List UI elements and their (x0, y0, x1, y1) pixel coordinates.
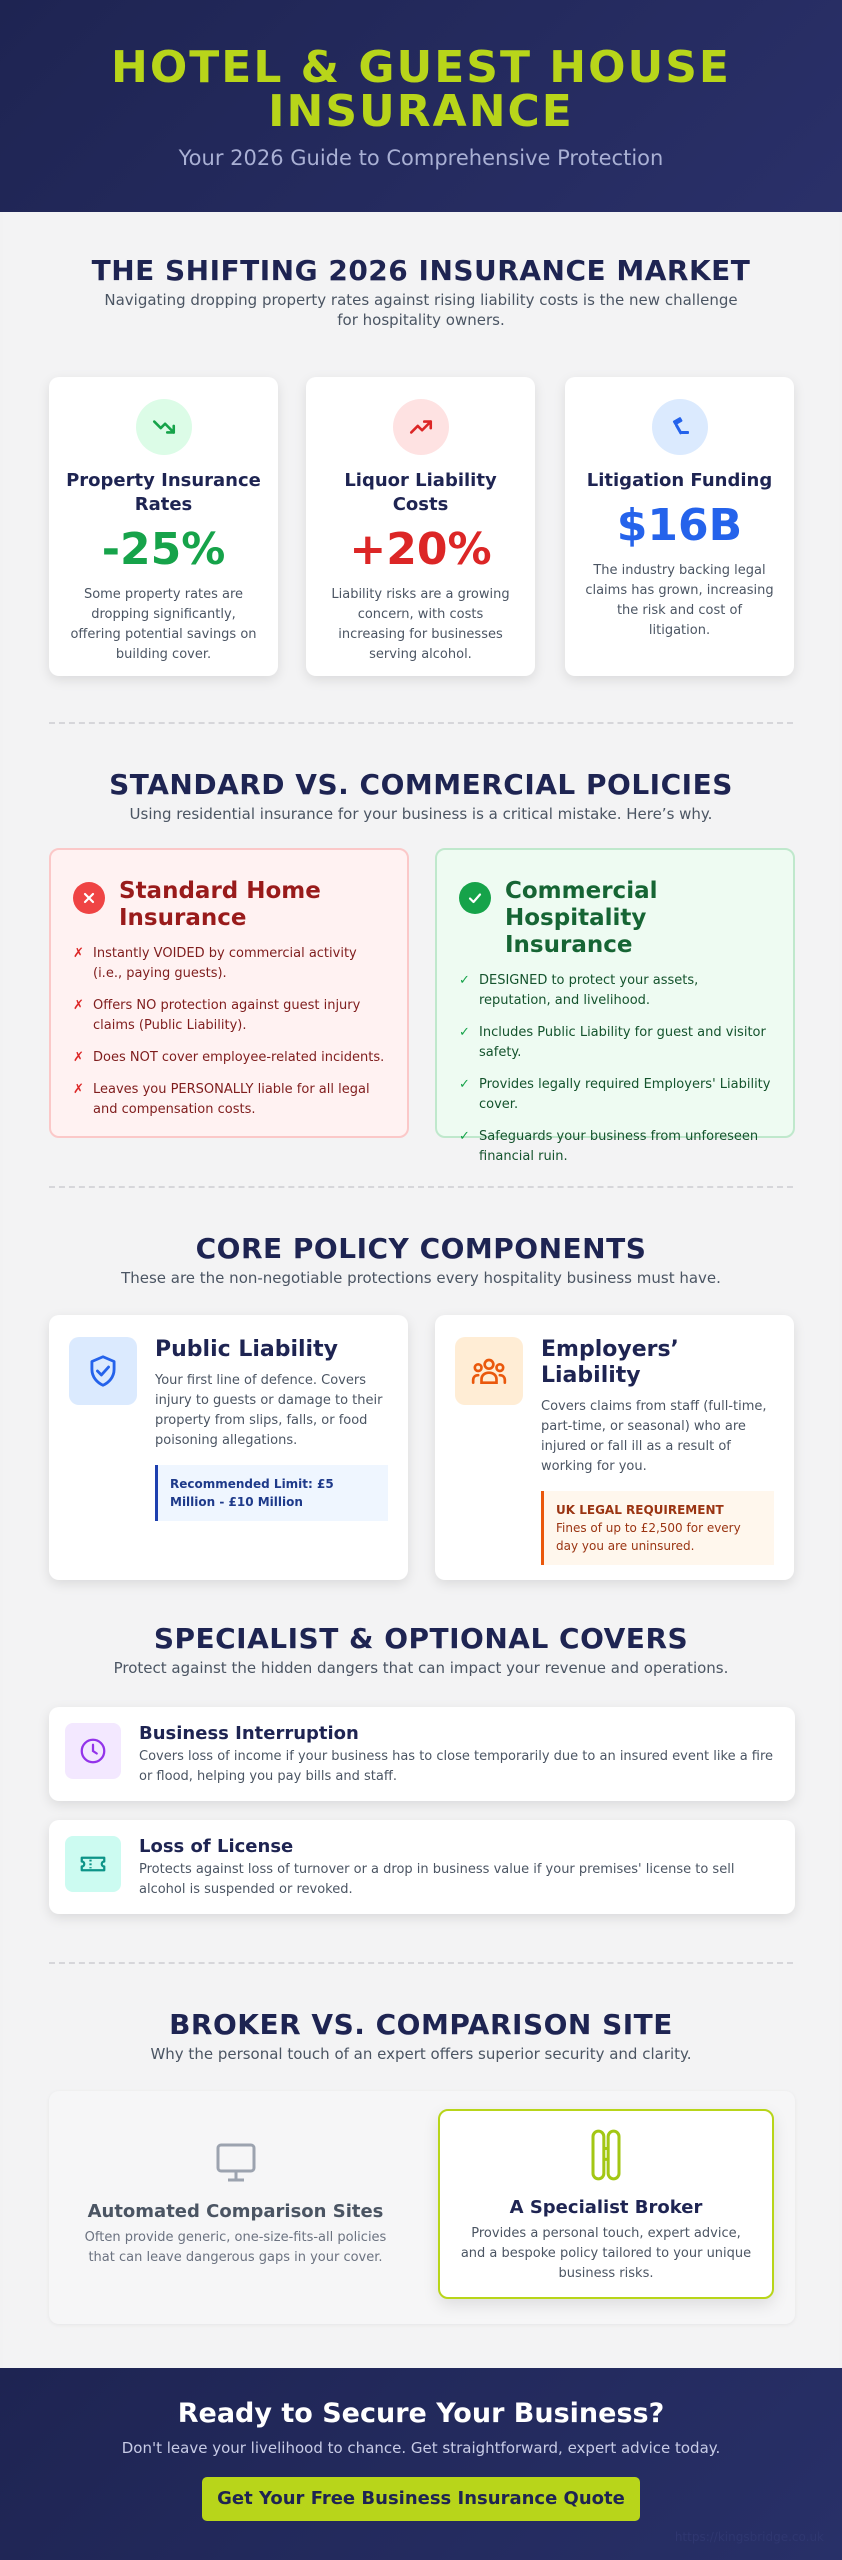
list-item: ✗ Offers NO protection against guest injury claims (Public Liability). (73, 996, 387, 1036)
legal-requirement-text: Fines of up to £2,500 for every day you are uninsured. (556, 1521, 741, 1553)
check-icon (459, 882, 491, 914)
stat-card-litigation (565, 377, 794, 676)
list-item: ✓ DESIGNED to protect your assets, reputation, and livelihood. (459, 971, 773, 1011)
watermark-url: https://kingsbridge.co.uk (674, 2530, 824, 2544)
business-interruption-title: Business Interruption (139, 1723, 359, 1744)
stat-value: +20% (349, 524, 492, 575)
page-subtitle: Your 2026 Guide to Comprehensive Protection (178, 146, 664, 170)
commercial-insurance-box (435, 848, 795, 1164)
employers-liability-text: Covers claims from staff (full-time, part-time, or seasonal) who are injured or fall ill as a result of working for you. (541, 1399, 767, 1474)
stat-card-property (49, 377, 278, 676)
checkmark-icon: ✓ (459, 1077, 470, 1092)
cross-icon: ✗ (73, 946, 84, 961)
handshake-icon (440, 2129, 772, 2185)
public-liability-text: Your first line of defence. Covers injury to guests or damage to their property from slips, falls, or food poisoning allegations. (155, 1373, 383, 1448)
checkmark-icon: ✓ (459, 1025, 470, 1040)
comparison-sites-column (49, 2091, 422, 2324)
monitor-icon (49, 2141, 422, 2189)
close-icon (73, 882, 105, 914)
list-item: ✓ Safeguards your business from unforeseen financial ruin. (459, 1127, 773, 1167)
market-section-title: THE SHIFTING 2026 INSURANCE MARKET (91, 254, 751, 287)
stat-value: -25% (101, 524, 226, 575)
broker-section-title: BROKER VS. COMPARISON SITE (169, 2008, 673, 2041)
employers-liability-title: Employers’ Liability (541, 1337, 679, 1388)
standard-home-insurance-box (49, 848, 409, 1138)
section-divider (49, 722, 793, 724)
policies-section-title: STANDARD VS. COMMERCIAL POLICIES (109, 768, 733, 801)
broker-section-desc: Why the personal touch of an expert offers superior security and clarity. (150, 2045, 692, 2063)
cross-icon: ✗ (73, 1082, 84, 1097)
commercial-box-title: Commercial Hospitality Insurance (505, 878, 658, 958)
main-content (3, 212, 839, 2368)
list-item: ✓ Provides legally required Employers' Liability cover. (459, 1075, 773, 1115)
standard-box-title: Standard Home Insurance (119, 878, 321, 931)
section-divider (49, 1962, 793, 1964)
recommended-limit-note: Recommended Limit: £5 Million - £10 Million (155, 1465, 388, 1521)
employers-liability-card (435, 1315, 794, 1580)
shield-icon (69, 1337, 137, 1405)
public-liability-card (49, 1315, 408, 1580)
business-interruption-text: Covers loss of income if your business has to close temporarily due to an insured event like a fire or flood, helping you pay bills and staff. (139, 1749, 774, 1784)
stat-title: Litigation Funding (586, 470, 773, 491)
specialist-section-title: SPECIALIST & OPTIONAL COVERS (153, 1622, 689, 1655)
get-quote-button[interactable]: Get Your Free Business Insurance Quote (202, 2477, 640, 2521)
section-divider (49, 1186, 793, 1188)
core-section-title: CORE POLICY COMPONENTS (195, 1232, 647, 1265)
legal-requirement-title: UK LEGAL REQUIREMENT (556, 1503, 724, 1517)
specialist-section-desc: Protect against the hidden dangers that can impact your revenue and operations. (113, 1659, 729, 1677)
comparison-sites-title: Automated Comparison Sites (87, 2201, 384, 2222)
list-item: ✓ Includes Public Liability for guest and visitor safety. (459, 1023, 773, 1063)
policies-section-desc: Using residential insurance for your business is a critical mistake. Here’s why. (129, 805, 713, 823)
public-liability-title: Public Liability (155, 1337, 338, 1362)
specialist-broker-title: A Specialist Broker (509, 2197, 703, 2218)
stat-card-liquor (306, 377, 535, 676)
specialist-broker-text: Provides a personal touch, expert advice, and a bespoke policy tailored to your unique business risks. (460, 2226, 752, 2281)
team-icon (455, 1337, 523, 1405)
list-item: ✗ Does NOT cover employee-related incidents. (73, 1048, 387, 1068)
loss-of-license-card (49, 1820, 795, 1914)
cross-icon: ✗ (73, 998, 84, 1013)
broker-comparison-panel (49, 2091, 795, 2324)
list-item: ✗ Leaves you PERSONALLY liable for all legal and compensation costs. (73, 1080, 387, 1120)
clock-icon (65, 1723, 121, 1779)
stat-text: Some property rates are dropping significantly, offering potential savings on building cover. (70, 587, 257, 662)
checkmark-icon: ✓ (459, 973, 470, 988)
commercial-list (459, 971, 773, 1167)
specialist-broker-card (438, 2109, 774, 2299)
footer-title: Ready to Secure Your Business? (177, 2398, 665, 2429)
footer-subtitle: Don't leave your livelihood to chance. Get straightforward, expert advice today. (121, 2439, 721, 2457)
market-section-desc: Navigating dropping property rates against rising liability costs is the new challenge for hospitality owners. (104, 291, 738, 329)
stat-value: $16B (616, 500, 743, 551)
trend-down-icon (136, 399, 192, 455)
stat-text: The industry backing legal claims has grown, increasing the risk and cost of litigation. (585, 563, 774, 638)
comparison-sites-text: Often provide generic, one-size-fits-all policies that can leave dangerous gaps in your cover. (84, 2230, 387, 2265)
legal-requirement-note (541, 1491, 774, 1565)
gavel-icon (652, 399, 708, 455)
ticket-icon (65, 1836, 121, 1892)
stat-text: Liability risks are a growing concern, with costs increasing for businesses serving alcohol. (331, 587, 510, 662)
footer-cta-section (0, 2368, 842, 2560)
loss-of-license-title: Loss of License (139, 1836, 294, 1857)
core-section-desc: These are the non-negotiable protections every hospitality business must have. (121, 1269, 721, 1287)
page-title: HOTEL & GUEST HOUSE INSURANCE (111, 42, 731, 137)
hero-header (0, 0, 842, 212)
business-interruption-card (49, 1707, 795, 1801)
checkmark-icon: ✓ (459, 1129, 470, 1144)
loss-of-license-text: Protects against loss of turnover or a drop in business value if your premises' license to sell alcohol is suspended or revoked. (139, 1862, 735, 1897)
list-item: ✗ Instantly VOIDED by commercial activity (i.e., paying guests). (73, 944, 387, 984)
standard-list (73, 944, 387, 1120)
stat-title: Liquor Liability Costs (344, 470, 497, 515)
stat-title: Property Insurance Rates (66, 470, 261, 515)
cross-icon: ✗ (73, 1050, 84, 1065)
trend-up-icon (393, 399, 449, 455)
